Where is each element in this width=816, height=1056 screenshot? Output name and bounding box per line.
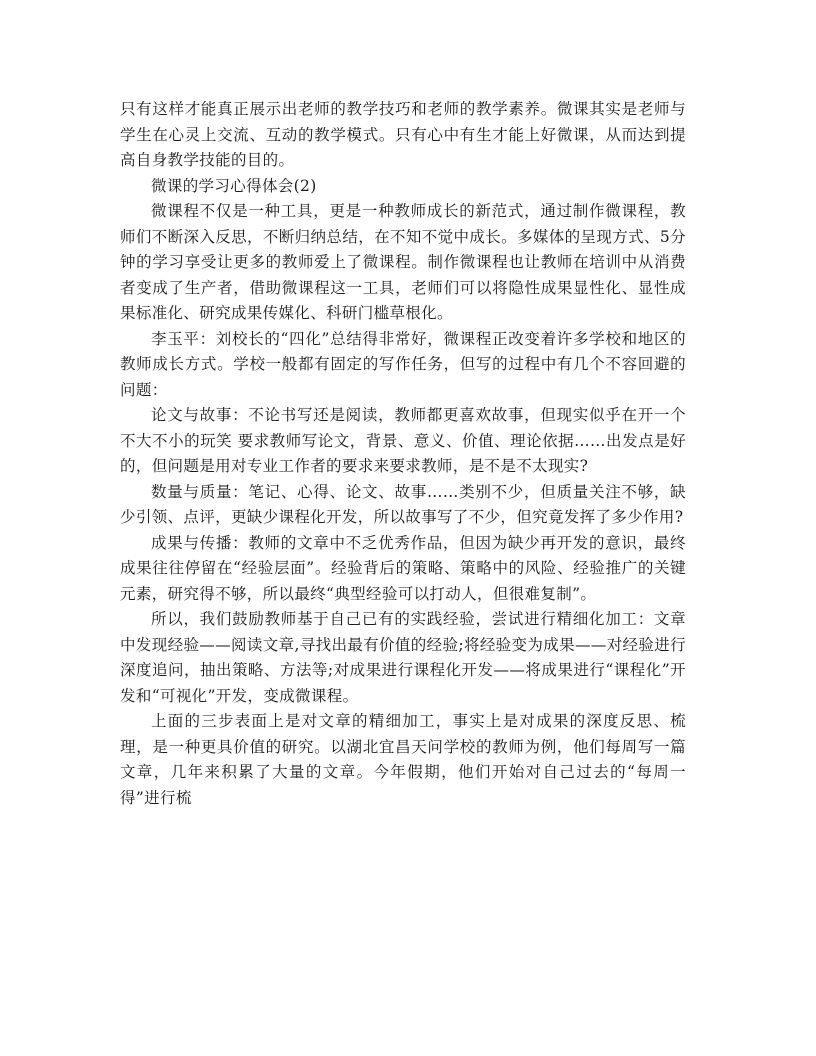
section-heading: 微课的学习心得体会(2) [151,176,317,195]
paragraph-paper-and-story: 论文与故事：不论书写还是阅读，教师都更喜欢故事，但现实似乎在开一个不大不小的玩笑 要求教师写论文，背景、意义、价值、理论依据……出发点是好的，但问题是用对专业工作者的要求来要求教师，是不是不太现实? [120,406,686,475]
paragraph-continuation: 只有这样才能真正展示出老师的教学技巧和老师的教学素养。微课其实是老师与学生在心灵上交流、互动的教学模式。只有心中有生才能上好微课，从而达到提高自身教学技能的目的。 [120,100,686,169]
paragraph-quantity-and-quality: 数量与质量：笔记、心得、论文、故事……类别不少，但质量关注不够，缺少引领、点评，更缺少课程化开发，所以故事写了不少，但究竟发挥了多少作用? [120,482,686,526]
paragraph-li-yuping: 李玉平：刘校长的“四化”总结得非常好，微课程正改变着许多学校和地区的教师成长方式。学校一般都有固定的写作任务，但写的过程中有几个不容回避的问题： [120,329,686,399]
document-page [120,97,686,811]
paragraph-intro: 微课程不仅是一种工具，更是一种教师成长的新范式，通过制作微课程，教师们不断深入反思，不断归纳总结，在不知不觉中成长。多媒体的呈现方式、5分钟的学习享受让更多的教师爱上了微课程。制作微课程也让教师在培训中从消费者变成了生产者，借助微课程这一工具，老师们可以将隐性成果显性化、显性成果标准化、研究成果传媒化、科研门槛草根化。 [120,202,686,322]
paragraph-therefore: 所以，我们鼓励教师基于自己已有的实践经验，尝试进行精细化加工：文章中发现经验——阅读文章,寻找出最有价值的经验;将经验变为成果——对经验进行深度追问，抽出策略、方法等;对成果进行课程化开发——将成果进行“课程化”开发和“可视化”开发，变成微课程。 [120,610,686,705]
paragraph-three-steps: 上面的三步表面上是对文章的精细加工，事实上是对成果的深度反思、梳理，是一种更具价值的研究。以湖北宜昌天问学校的教师为例，他们每周写一篇文章，几年来积累了大量的文章。今年假期，他们开始对自己过去的“每周一得”进行梳 [120,712,686,807]
paragraph-results-and-spread: 成果与传播：教师的文章中不乏优秀作品，但因为缺少再开发的意识，最终成果往往停留在“经验层面”。经验背后的策略、策略中的风险、经验推广的关键元素，研究得不够，所以最终“典型经验可以打动人，但很难复制”。 [120,533,686,603]
